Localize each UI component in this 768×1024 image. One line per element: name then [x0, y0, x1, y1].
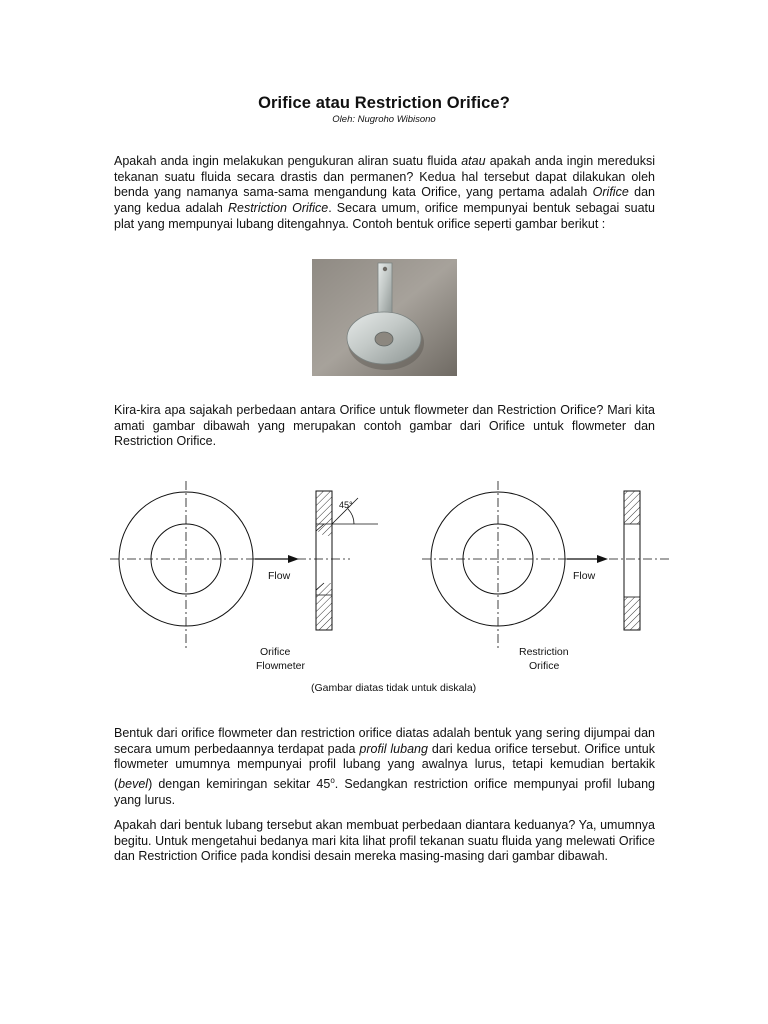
angle-45-label: 45° — [339, 500, 353, 510]
paragraph-question: Apakah dari bentuk lubang tersebut akan membuat perbedaan diantara keduanya? Ya, umumnya begitu. Untuk mengetahui bedanya mari kita lihat profil tekanan suatu fluida yang melewati Orifice dan Restriction Orifice pada kondisi desain mereka masing-masing dari gambar dibawah. — [114, 818, 655, 864]
document-title: Orifice atau Restriction Orifice? — [258, 94, 510, 112]
restriction-orifice-drawing — [422, 481, 670, 672]
diagram-scale-note: (Gambar diatas tidak untuk diskala) — [311, 682, 477, 694]
orifice-diagram — [110, 478, 670, 703]
right-caption-line1: Restriction — [519, 646, 569, 658]
paragraph-profile: Bentuk dari orifice flowmeter dan restriction orifice diatas adalah bentuk yang sering dijumpai dan secara umum perbedaannya terdapat pada profil lubang dari kedua orifice tersebut. Orifice untuk flowmeter umumnya mempunyai profil lubang yang awalnya lurus, tetapi kemudian bertakik (bevel) dengan kemiringan sekitar 45$^o$. Sedangkan restriction orifice mempunyai profil lubang yang lurus. — [114, 726, 656, 807]
orifice-flowmeter-drawing — [110, 481, 378, 672]
paragraph-intro: Apakah anda ingin melakukan pengukuran aliran suatu fluida atau apakah anda ingin mereduksi tekanan suatu fluida secara drastis dan permanen? Kedua hal tersebut dapat dilakukan oleh benda yang namanya sama-sama mengandung kata Orifice, yang pertama adalah Orifice dan yang kedua adalah Restriction Orifice. Secara umum, orifice mempunyai bentuk sebagai suatu plat yang mempunyai lubang ditengahnya. Contoh bentuk orifice seperti gambar berikut : — [114, 154, 655, 231]
right-flow-label: Flow — [573, 570, 596, 582]
left-flow-label: Flow — [268, 570, 291, 582]
orifice-plate-photo — [312, 259, 457, 376]
document-author: Oleh: Nugroho Wibisono — [332, 114, 436, 125]
paragraph-comparison: Kira-kira apa sajakah perbedaan antara Orifice untuk flowmeter dan Restriction Orifice? Mari kita amati gambar dibawah yang merupakan contoh gambar dari Orifice untuk flowmeter dan Restriction Orifice. — [114, 403, 655, 449]
left-caption-line2: Flowmeter — [256, 660, 306, 672]
right-caption-line2: Orifice — [529, 660, 560, 672]
left-caption-line1: Orifice — [260, 646, 291, 658]
